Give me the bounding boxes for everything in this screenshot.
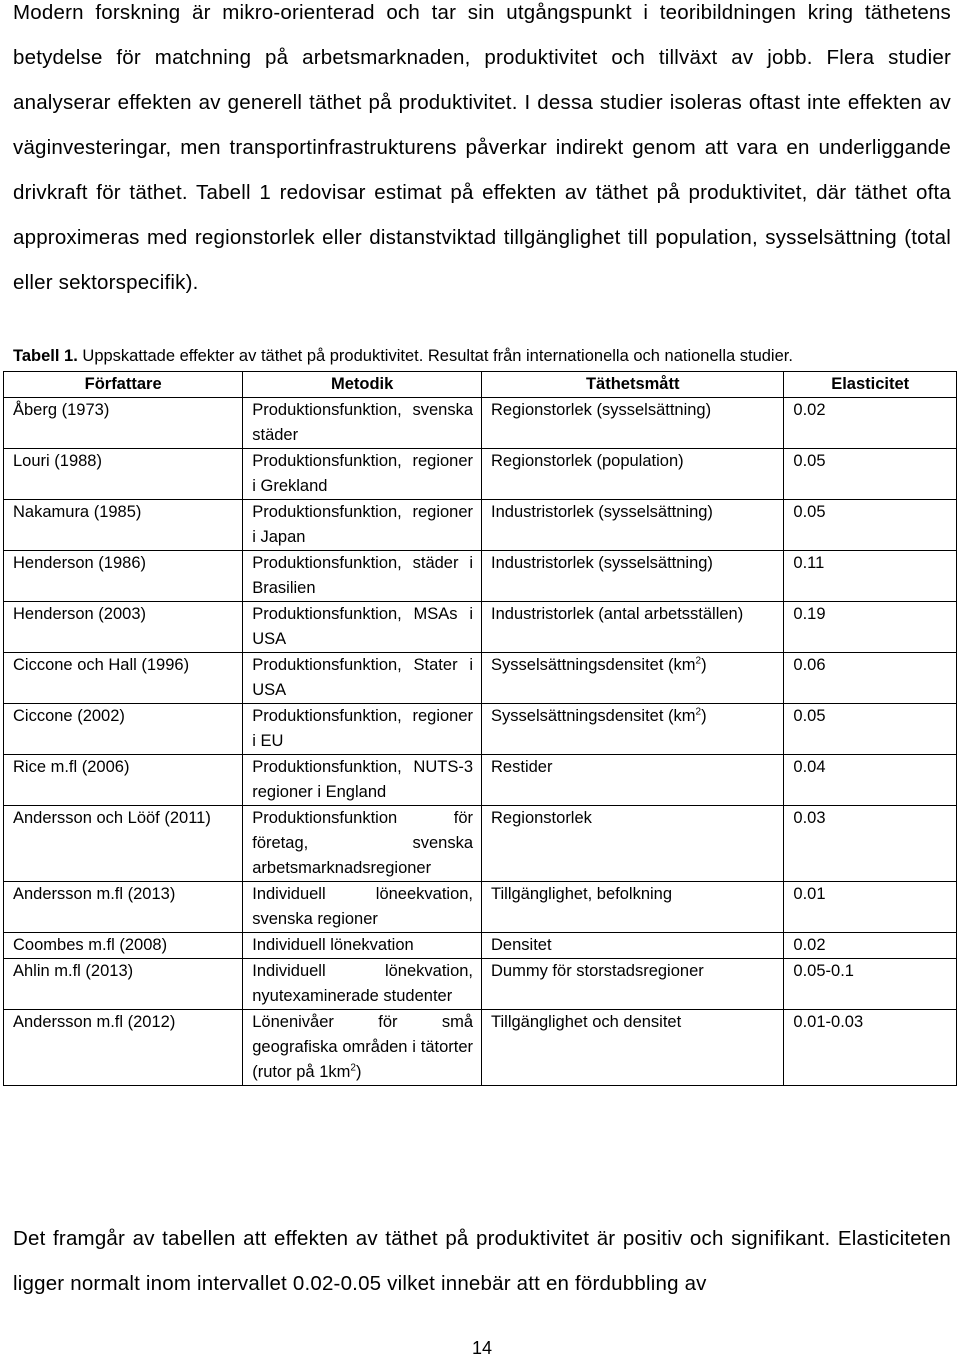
measure-text: Regionstorlek (sysselsättning) — [491, 401, 712, 419]
elasticity-cell — [784, 653, 957, 704]
measure-cell — [482, 500, 784, 551]
author-text: Coombes m.fl (2008) — [13, 936, 168, 954]
elasticity-text: 0.02 — [793, 401, 826, 419]
measure-text: Industristorlek (antal arbetsställen) — [491, 605, 744, 623]
elasticity-text: 0.03 — [793, 809, 826, 827]
measure-text: Industristorlek (sysselsättning) — [491, 554, 713, 572]
method-cell — [243, 882, 482, 933]
closing-paragraph: Det framgår av tabellen att effekten av täthet på produktivitet är positiv och signifikant. Elasticiteten ligger normalt inom intervallet 0.02-0.05 vilket innebär att en fördubbling av — [13, 1227, 951, 1295]
measure-cell — [482, 449, 784, 500]
author-cell — [4, 704, 243, 755]
measure-text: Tillgänglighet, befolkning — [491, 885, 673, 903]
measure-text: Regionstorlek — [491, 809, 592, 827]
method-cell — [243, 551, 482, 602]
elasticity-cell — [784, 704, 957, 755]
method-cell — [243, 398, 482, 449]
header-measure: Täthetsmått — [482, 372, 784, 398]
author-text: Åberg (1973) — [13, 401, 110, 419]
method-cell — [243, 1010, 482, 1086]
author-cell — [4, 500, 243, 551]
method-text: Produktionsfunktion, regioner i Grekland — [252, 452, 474, 495]
measure-cell — [482, 653, 784, 704]
author-text: Henderson (1986) — [13, 554, 146, 572]
elasticity-text: 0.05 — [793, 452, 826, 470]
method-text: Lönenivåer för små geografiska områden i tätorter (rutor på 1km — [252, 1013, 474, 1081]
method-text: Produktionsfunktion, MSAs i USA — [252, 605, 474, 648]
measure-cell — [482, 882, 784, 933]
measure-cell — [482, 398, 784, 449]
measure-text: Dummy för storstadsregioner — [491, 962, 704, 980]
page-number: 14 — [471, 1338, 493, 1358]
measure-cell — [482, 933, 784, 959]
method-cell — [243, 704, 482, 755]
measure-text: Industristorlek (sysselsättning) — [491, 503, 713, 521]
table-row — [4, 602, 957, 653]
table-row — [4, 959, 957, 1010]
method-text: Produktionsfunktion, Stater i USA — [252, 656, 474, 699]
author-cell — [4, 882, 243, 933]
table-row — [4, 882, 957, 933]
author-cell — [4, 551, 243, 602]
elasticity-cell — [784, 755, 957, 806]
table-row — [4, 500, 957, 551]
method-cell — [243, 959, 482, 1010]
method-text: Produktionsfunktion, regioner i Japan — [252, 503, 474, 546]
header-author: Författare — [4, 372, 243, 398]
author-cell — [4, 449, 243, 500]
measure-text: Regionstorlek (population) — [491, 452, 684, 470]
author-cell — [4, 602, 243, 653]
method-text: Produktionsfunktion, regioner i EU — [252, 707, 474, 750]
author-text: Andersson m.fl (2013) — [13, 885, 176, 903]
author-text: Louri (1988) — [13, 452, 102, 470]
method-cell — [243, 755, 482, 806]
measure-cell — [482, 1010, 784, 1086]
table-caption — [13, 344, 793, 368]
author-text: Henderson (2003) — [13, 605, 146, 623]
author-text: Ciccone och Hall (1996) — [13, 656, 190, 674]
author-cell — [4, 959, 243, 1010]
measure-cell — [482, 551, 784, 602]
elasticity-text: 0.05 — [793, 707, 826, 725]
measure-text: Sysselsättningsdensitet (km — [491, 656, 696, 674]
measure-cell — [482, 704, 784, 755]
method-text: Produktionsfunktion, städer i Brasilien — [252, 554, 474, 597]
method-text: Produktionsfunktion, svenska städer — [252, 401, 474, 444]
table-header-row — [4, 372, 957, 398]
elasticity-cell — [784, 806, 957, 882]
author-cell — [4, 755, 243, 806]
author-text: Ahlin m.fl (2013) — [13, 962, 134, 980]
author-text: Ciccone (2002) — [13, 707, 125, 725]
table-row — [4, 1010, 957, 1086]
author-text: Andersson m.fl (2012) — [13, 1013, 176, 1031]
author-cell — [4, 933, 243, 959]
measure-superscript: 2 — [695, 706, 702, 718]
method-cell — [243, 653, 482, 704]
elasticity-text: 0.05-0.1 — [793, 962, 854, 980]
elasticity-cell — [784, 500, 957, 551]
method-superscript: 2 — [350, 1062, 356, 1074]
header-method: Metodik — [243, 372, 482, 398]
elasticity-cell — [784, 449, 957, 500]
measure-text: Restider — [491, 758, 553, 776]
method-text: Individuell lönekvation — [252, 936, 414, 954]
author-cell — [4, 398, 243, 449]
measure-cell — [482, 602, 784, 653]
elasticity-text: 0.19 — [793, 605, 826, 623]
table-row — [4, 755, 957, 806]
method-cell — [243, 602, 482, 653]
method-text: Produktionsfunktion för företag, svenska arbetsmarknadsregioner — [252, 809, 474, 877]
elasticity-cell — [784, 882, 957, 933]
method-text: Individuell löneekvation, svenska regioner — [252, 885, 474, 928]
author-cell — [4, 653, 243, 704]
author-text: Nakamura (1985) — [13, 503, 142, 521]
author-cell — [4, 1010, 243, 1086]
author-text: Andersson och Lööf (2011) — [13, 809, 211, 827]
density-productivity-table — [3, 371, 957, 1086]
method-cell — [243, 500, 482, 551]
author-cell — [4, 806, 243, 882]
elasticity-cell — [784, 933, 957, 959]
measure-superscript: 2 — [695, 655, 702, 667]
elasticity-text: 0.06 — [793, 656, 826, 674]
method-text: Produktionsfunktion, NUTS-3 regioner i England — [252, 758, 474, 801]
table-row — [4, 551, 957, 602]
measure-cell — [482, 959, 784, 1010]
table-caption-text: Uppskattade effekter av täthet på produktivitet. Resultat från internationella och nationella studier. — [77, 347, 793, 365]
elasticity-text: 0.02 — [793, 936, 826, 954]
table-row — [4, 933, 957, 959]
measure-cell — [482, 806, 784, 882]
table-row — [4, 704, 957, 755]
elasticity-cell — [784, 551, 957, 602]
elasticity-cell — [784, 602, 957, 653]
elasticity-cell — [784, 1010, 957, 1086]
method-cell — [243, 806, 482, 882]
elasticity-cell — [784, 398, 957, 449]
measure-text: Tillgänglighet och densitet — [491, 1013, 682, 1031]
elasticity-text: 0.05 — [793, 503, 826, 521]
measure-tail: ) — [701, 707, 707, 725]
measure-tail: ) — [701, 656, 707, 674]
method-cell — [243, 449, 482, 500]
elasticity-text: 0.01 — [793, 885, 826, 903]
measure-text: Sysselsättningsdensitet (km — [491, 707, 696, 725]
table-row — [4, 398, 957, 449]
table-row — [4, 806, 957, 882]
method-tail: ) — [355, 1063, 362, 1081]
header-elasticity: Elasticitet — [784, 372, 957, 398]
method-text: Individuell lönekvation, nyutexaminerade studenter — [252, 962, 474, 1005]
method-cell — [243, 933, 482, 959]
elasticity-text: 0.04 — [793, 758, 826, 776]
table-row — [4, 653, 957, 704]
elasticity-text: 0.11 — [793, 554, 825, 572]
table-row — [4, 449, 957, 500]
table-caption-label: Tabell 1. — [13, 347, 78, 365]
measure-cell — [482, 755, 784, 806]
intro-paragraph: Modern forskning är mikro-orienterad och tar sin utgångspunkt i teoribildningen kring täthetens betydelse för matchning på arbetsmarknaden, produktivitet och tillväxt av jobb. Flera studier analyserar effekten av generell täthet på produktivitet. I dessa studier isoleras oftast inte effekten av väginvesteringar, men transportinfrastrukturens påverkar indirekt genom att vara en underliggande drivkraft för täthet. Tabell 1 redovisar estimat på effekten av täthet på produktivitet, där täthet ofta approximeras med regionstorlek eller distanstviktad tillgänglighet till population, sysselsättning (total eller sektorspecifik). — [13, 1, 951, 294]
elasticity-text: 0.01-0.03 — [793, 1013, 864, 1031]
measure-text: Densitet — [491, 936, 552, 954]
elasticity-cell — [784, 959, 957, 1010]
author-text: Rice m.fl (2006) — [13, 758, 130, 776]
